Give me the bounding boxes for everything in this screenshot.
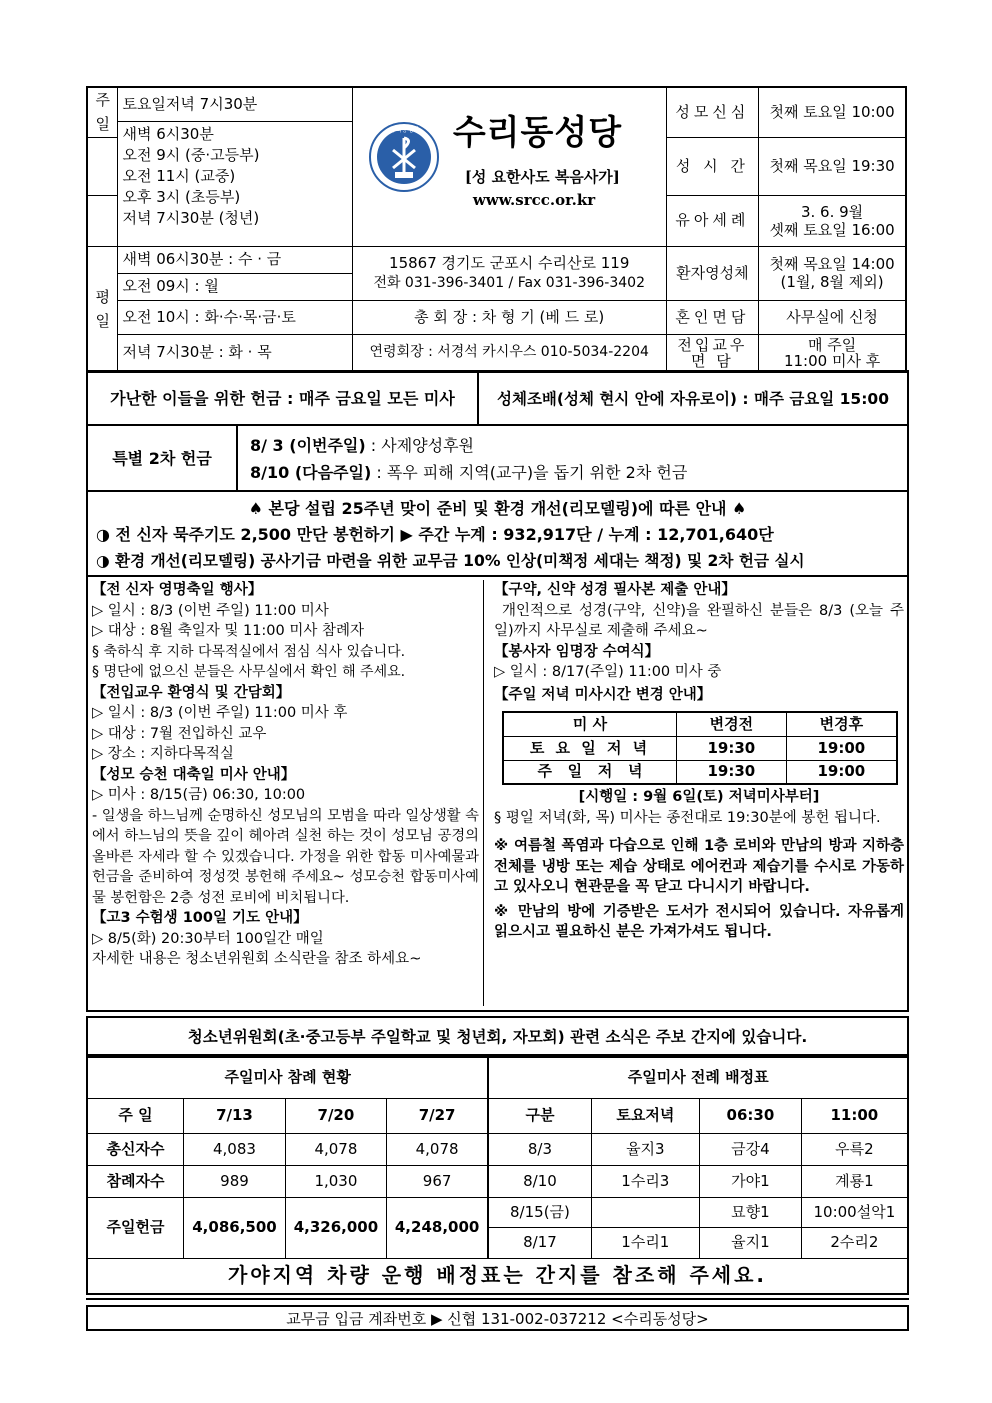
- phone: 전화 031-396-3401 / Fax 031-396-3402: [373, 275, 645, 291]
- church-subtitle: [성 요한사도 복음사가]: [464, 168, 620, 186]
- weekday-label: 평 일: [87, 246, 118, 372]
- service-value-2: 3. 6. 9월 셋째 토요일 16:00: [759, 195, 906, 246]
- service-label-3: 환자영성체: [666, 246, 759, 300]
- elderly-president: 연령회장 : 서경석 카시우스 010-5034-2204: [352, 334, 666, 372]
- special-offering-list: 8/ 3 (이번주일) : 사제양성후원 8/10 (다음주일) : 폭우 피해 지역(교구)을 돕기 위한 2차 헌금: [238, 426, 907, 492]
- adoration-notice: 성체조배(성체 현시 안에 자유로이) : 매주 금요일 15:00: [479, 372, 907, 426]
- service-value-3: 첫째 목요일 14:00 (1월, 8월 제외): [759, 246, 906, 300]
- weekday-mass-2: 오전 10시 : 화·수·목·금·토: [118, 300, 352, 334]
- anniversary-title: ♠ 본당 설립 25주년 맞이 준비 및 환경 개선(리모델링)에 따른 안내 ♠: [248, 499, 747, 518]
- church-logo: 수리동성당: [369, 122, 439, 192]
- left-notices: 【전 신자 영명축일 행사】 ▷ 일시 : 8/3 (이번 주일) 11:00 미사 ▷ 대상 : 8월 축일자 및 11:00 미사 참례자 § 축하식 후 지하 다목적실에서 점심 식사 있습니다. § 명단에 없으신 분들은 사무실에서 확인 해 주세요. 【전입교우 환영식 및 간담회】 ▷ 일시 : 8/3 (이번 주일) 11:00 미사 후 ▷ 대상 : 7월 전입하신 교우 ▷ 장소 : 지하다목적실 【성모 승천 대축일 미사 안내】 ▷ 미사 : 8/15(금) 06:30, 10:00 - 일생을 하느님께 순명하신 성모님의 모범을 따라 일상생활 속에서 하느님의 뜻을 깊이 헤아려 실천 하는 것이 성모님 공경의 올바른 자세라 할 수 있겠습니다. 가정을 위한 합동 미사예물과 헌금을 준비하여 정성껏 봉헌해 주세요~ 성모승천 합동미사예물 봉헌함은 2층 성전 로비에 비치됩니다. 【고3 수험생 100일 기도 안내】 ▷ 8/5(화) 20:30부터 100일간 매일 자세한 내용은 청소년위원회 소식란을 참조 하세요~: [92, 580, 484, 1006]
- youth-banner: 청소년위원회(초·중고등부 주일학교 및 청년회, 자모회) 관련 소식은 주보 간지에 있습니다.: [86, 1016, 909, 1056]
- service-label-4: 혼인면담: [666, 300, 759, 334]
- liturgy-title: 주일미사 전례 배정표: [488, 1057, 908, 1098]
- weekday-mass-1: 오전 09시 : 월: [118, 273, 352, 300]
- header-table: [86, 86, 907, 373]
- attendance-title: 주일미사 참례 현황: [87, 1057, 488, 1098]
- service-value-0: 첫째 토요일 10:00: [759, 87, 906, 137]
- sunday-saturday-mass: 토요일저녁 7시30분: [118, 87, 352, 121]
- church-title-cell: [352, 87, 666, 246]
- vehicle-notice: 가야지역 차량 운행 배정표는 간지를 참조해 주세요.: [87, 1258, 908, 1294]
- right-notices: 【구약, 신약 성경 필사본 제출 안내】 개인적으로 성경(구약, 신약)을 완필하신 분들은 8/3 (오늘 주일)까지 사무실로 제출해 주세요~ 【봉사자 임명장 수여식】 ▷ 일시 : 8/17(주일) 11:00 미사 중 【주일 저녁 미사시간 변경 안내】 미 사 변경전 변경후 토 요 일 저 녁 19:30 19:00 주 일 저 녁 19:30 19:00 [시행일 : 9월 6일(토) 저녁미사부터] § 평일 저녁(화, 목) 미사는 종전대로 19:30분에 봉헌 됩니다. ※ 여름철 폭염과 다습으로 인해 1층 로비와 만남의 방과 지하층 전체를 냉방 또는 제습 상태로 에어컨과 제습기를 수시로 가동하고 있사오니 현관문을 꼭 닫고 다니시기 바랍니다. ※ 만남의 방에 기증받은 도서가 전시되어 있습니다. 자유롭게 읽으시고 필요하신 분은 가져가셔도 됩니다.: [494, 582, 904, 940]
- service-label-2: 유아세례: [666, 195, 759, 246]
- address: 15867 경기도 군포시 수리산로 119: [389, 254, 630, 272]
- sunday-mass-list: 새벽 6시30분 오전 9시 (중·고등부) 오전 11시 (교중) 오후 3시 (초등부) 저녁 7시30분 (청년): [118, 121, 352, 246]
- service-label-5: 전입교우 면 담: [666, 334, 759, 372]
- remodeling-notice: ◑ 환경 개선(리모델링) 공사기금 마련을 위한 교무금 10% 인상(미책정 세대는 책정) 및 2차 헌금 실시: [96, 552, 805, 570]
- church-website[interactable]: www.srcc.or.kr: [472, 191, 596, 209]
- service-value-4: 사무실에 신청: [759, 300, 906, 334]
- church-name: 수리동성당: [452, 113, 623, 153]
- special-offering-label: 특별 2차 헌금: [88, 426, 238, 492]
- anniversary-box: [88, 492, 907, 577]
- poor-offering: 가난한 이들을 위한 헌금 : 매주 금요일 모든 미사: [88, 372, 479, 426]
- weekday-mass-3: 저녁 7시30분 : 화 · 목: [118, 334, 352, 372]
- service-label-0: 성모신심: [666, 87, 759, 137]
- service-label-1: 성 시 간: [666, 137, 759, 195]
- footer-rule: [86, 1298, 909, 1300]
- rosary-count: ◑ 전 신자 묵주기도 2,500 만단 봉헌하기 ▶ 주간 누계 : 932,917단 / 누계 : 12,701,640단: [96, 525, 774, 544]
- sunday-label: 주 일: [87, 87, 118, 137]
- weekday-mass-0: 새벽 06시30분 : 수 · 금: [118, 246, 352, 273]
- bank-account: 교무금 입금 계좌번호 ▶ 신협 131-002-037212 <수리동성당>: [86, 1305, 909, 1331]
- president: 총 회 장 : 차 형 기 (베 드 로): [352, 300, 666, 334]
- address-cell: [352, 246, 666, 300]
- service-value-1: 첫째 목요일 19:30: [759, 137, 906, 195]
- service-value-5: 매 주일 11:00 미사 후: [759, 334, 906, 372]
- evening-change-table: 미 사 변경전 변경후 토 요 일 저 녁 19:30 19:00 주 일 저 녁 19:30 19:00: [502, 711, 898, 785]
- bottom-tables: 주일미사 참례 현황 주일미사 전례 배정표 주 일 7/13 7/20 7/27 구분 토요저녁 06:30 11:00 총신자수 4,083 4,078 4,078 8/3 율지3 금강4 우륵2 참례자수 989 1,030 967 8/10 1수리3 가야1 계룡1 주일헌금 4,086,500 4,326,000 4,248,000 8/15(금) 묘향1 10:00설악1 8/17 1수리1 율지1 2수리2 가야지역 차량 운행 배정표는 간지를 참조해 주세요.: [86, 1056, 909, 1295]
